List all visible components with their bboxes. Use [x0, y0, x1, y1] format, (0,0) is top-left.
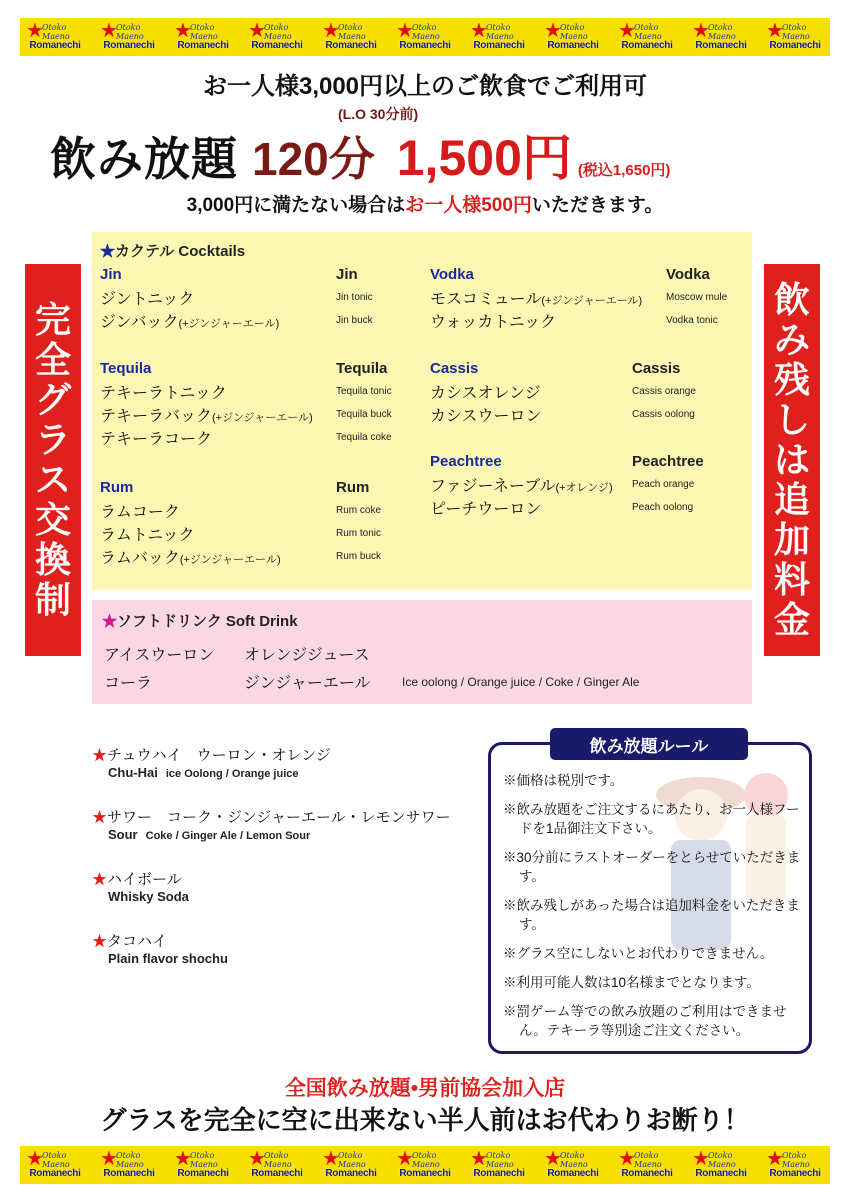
romanechi-logo: [766, 18, 824, 52]
star-icon: ★: [174, 18, 192, 42]
cocktail-group-english: [336, 266, 373, 332]
group-heading-english: Tequila: [336, 360, 388, 377]
cocktail-item: カシスオレンジ: [430, 385, 541, 402]
cocktail-item-english: Cassis orange: [632, 386, 696, 397]
group-heading-english: Jin: [336, 266, 358, 283]
cocktail-item-english: Rum coke: [336, 505, 382, 516]
banner-char: は: [773, 439, 810, 480]
rule-item: ※価格は税別です。: [503, 773, 624, 788]
romanechi-logo: [322, 18, 380, 52]
banner-char: 料: [773, 559, 810, 600]
star-icon: ★: [396, 18, 414, 42]
banner-char: 全: [34, 339, 71, 380]
plan-name: 飲み放題: [50, 133, 238, 185]
romanechi-logo: [248, 1146, 306, 1180]
logo-script: Otoko Maeno: [190, 23, 218, 41]
star-icon: ★: [92, 747, 108, 764]
cocktail-item: カシスウーロン: [430, 408, 542, 425]
cocktail-item: ピーチウーロン: [430, 501, 542, 518]
logo-word: Romanechi: [325, 40, 377, 51]
romanechi-logo: [100, 1146, 158, 1180]
group-heading-english: Rum: [336, 479, 370, 496]
soft-drink-item: アイスウーロン: [104, 647, 215, 664]
romanechi-logo: [322, 1146, 380, 1180]
plan-price: 1,500円: [396, 130, 572, 186]
rules-box: [488, 742, 812, 1054]
star-icon: ★: [92, 933, 108, 950]
cocktail-item: ラムトニック: [100, 527, 195, 544]
banner-char: し: [773, 399, 810, 440]
logo-word: Romanechi: [29, 1168, 81, 1179]
cocktail-group-rum: [100, 479, 281, 568]
sour-item: ★ハイボール Whisky Soda: [92, 871, 189, 904]
cocktail-item: テキーラバック(+ジンジャーエール): [100, 408, 313, 425]
banner-char: 完: [34, 299, 71, 340]
cocktail-item-english: Rum buck: [336, 551, 382, 562]
banner-char: 残: [773, 359, 810, 400]
star-icon: ★: [100, 1146, 118, 1170]
logo-word: Romanechi: [473, 40, 525, 51]
logo-word: Romanechi: [547, 1168, 599, 1179]
logo-script: Otoko Maeno: [42, 1151, 70, 1169]
star-icon: ★: [396, 1146, 414, 1170]
romanechi-logo: [396, 18, 454, 52]
logo-word: Romanechi: [547, 40, 599, 51]
group-heading: Rum: [100, 479, 134, 496]
star-icon: ★: [92, 809, 108, 826]
romanechi-logo: [26, 1146, 84, 1180]
logo-script: Otoko Maeno: [338, 1151, 366, 1169]
banner-char: ラ: [34, 419, 71, 460]
leftover-charge-banner: [764, 264, 820, 656]
logo-script: Otoko Maeno: [190, 1151, 218, 1169]
cocktail-item-english: Tequila tonic: [336, 386, 392, 397]
sour-item: ★サワー コーク・ジンジャーエール・レモンサワー Sour Coke / Ginger Ale / Lemon Sour: [92, 809, 451, 842]
rule-item: ※飲み残しがあった場合は追加料金をいただきます。: [503, 898, 800, 932]
romanechi-logo: [26, 18, 84, 52]
cocktail-item: ラムコーク: [100, 504, 180, 521]
cocktail-group-english: [632, 360, 696, 426]
romanechi-logo: [544, 1146, 602, 1180]
logo-word: Romanechi: [177, 1168, 229, 1179]
rule-item: ※グラス空にしないとお代わりできません。: [503, 946, 774, 961]
usage-condition: お一人様3,000円以上のご飲食でご利用可: [202, 73, 648, 100]
logo-word: Romanechi: [621, 40, 673, 51]
cocktail-item-english: Peach oolong: [632, 502, 694, 513]
logo-word: Romanechi: [695, 1168, 747, 1179]
romanechi-logo: [174, 1146, 232, 1180]
cocktail-item: ジンバック(+ジンジャーエール): [100, 314, 280, 331]
logo-script: Otoko Maeno: [634, 1151, 662, 1169]
banner-char: 加: [773, 519, 810, 560]
star-icon: ★: [248, 1146, 266, 1170]
star-icon: ★: [544, 18, 562, 42]
logo-script: Otoko Maeno: [708, 23, 736, 41]
romanechi-logo: [174, 18, 232, 52]
rule-item: ※30分前にラストオーダーをとらせていただきます。: [503, 850, 801, 884]
logo-script: Otoko Maeno: [634, 23, 662, 41]
logo-word: Romanechi: [621, 1168, 673, 1179]
logo-script: Otoko Maeno: [412, 1151, 440, 1169]
cocktail-item-english: Jin buck: [336, 315, 373, 326]
romanechi-logo: [618, 1146, 676, 1180]
headline: [50, 118, 671, 186]
group-heading-english: Vodka: [666, 266, 710, 283]
logo-word: Romanechi: [103, 40, 155, 51]
logo-word: Romanechi: [177, 40, 229, 51]
banner-char: 金: [773, 599, 810, 640]
logo-script: Otoko Maeno: [116, 23, 144, 41]
soft-drink-english: Ice oolong / Orange juice / Coke / Ginger Ale: [402, 675, 640, 689]
rules-title: 飲み放題ルール: [550, 728, 748, 760]
cocktail-item: ジントニック: [100, 291, 195, 308]
star-icon: ★: [92, 871, 108, 888]
cocktail-item-english: Peach orange: [632, 479, 695, 490]
romanechi-logo: [100, 18, 158, 52]
star-icon: ★: [248, 18, 266, 42]
group-heading-english: Cassis: [632, 360, 681, 377]
banner-char: グ: [34, 379, 71, 420]
cocktail-item: テキーラトニック: [100, 385, 227, 402]
romanechi-logo: [470, 1146, 528, 1180]
cocktail-item: ラムバック(+ジンジャーエール): [100, 550, 281, 567]
cocktail-item-english: Rum tonic: [336, 528, 382, 539]
logo-script: Otoko Maeno: [486, 1151, 514, 1169]
cocktail-item-english: Tequila buck: [336, 409, 392, 420]
logo-word: Romanechi: [251, 40, 303, 51]
rules-list: [503, 771, 803, 1050]
banner-char: 交: [34, 499, 71, 540]
logo-script: Otoko Maeno: [42, 23, 70, 41]
star-icon: ★: [322, 1146, 340, 1170]
association-note: 全国飲み放題•男前協会加入店: [284, 1077, 566, 1100]
star-icon: ★: [618, 18, 636, 42]
logo-script: Otoko Maeno: [338, 23, 366, 41]
logo-word: Romanechi: [399, 1168, 451, 1179]
logo-script: Otoko Maeno: [116, 1151, 144, 1169]
star-icon: ★: [692, 18, 710, 42]
star-icon: ★: [470, 18, 488, 42]
cocktail-group-english: [666, 266, 727, 332]
romanechi-logo: [470, 18, 528, 52]
cocktail-group-peachtree: [430, 453, 613, 519]
group-heading: Tequila: [100, 360, 152, 377]
logo-word: Romanechi: [769, 1168, 821, 1179]
cocktail-group-jin: [100, 266, 279, 332]
logo-word: Romanechi: [769, 40, 821, 51]
cocktails-title: ★カクテル Cocktails: [100, 243, 246, 260]
romanechi-logo: [766, 1146, 824, 1180]
star-icon: ★: [174, 1146, 192, 1170]
cocktail-item: テキーラコーク: [100, 431, 213, 448]
star-icon: ★: [26, 1146, 44, 1170]
star-icon: ★: [26, 18, 44, 42]
soft-drink-item: コーラ: [104, 675, 153, 692]
banner-char: 追: [773, 479, 810, 520]
glass-exchange-banner: [25, 264, 81, 656]
cocktail-item-english: Moscow mule: [666, 292, 728, 303]
romanechi-logo: [692, 1146, 750, 1180]
rule-item: ※罰ゲーム等での飲み放題のご利用はできません。テキーラ等別途ご注文ください。: [503, 1004, 787, 1038]
star-icon: ★: [470, 1146, 488, 1170]
banner-char: 飲: [773, 279, 810, 320]
star-icon: ★: [100, 18, 118, 42]
banner-char: 制: [34, 579, 71, 620]
romanechi-logo: [396, 1146, 454, 1180]
cocktail-group-english: [632, 453, 704, 519]
banner-char: ス: [34, 459, 71, 500]
logo-word: Romanechi: [399, 40, 451, 51]
bottom-logo-band: [20, 1146, 830, 1184]
cocktail-item-english: Cassis oolong: [632, 409, 695, 420]
romanechi-logo: [544, 18, 602, 52]
logo-script: Otoko Maeno: [708, 1151, 736, 1169]
rule-item: ※飲み放題をご注文するにあたり、お一人様フードを1品御注文下さい。: [503, 802, 800, 836]
minimum-note: 3,000円に満たない場合はお一人様500円いただきます。: [186, 195, 664, 216]
soft-drink-item: ジンジャーエール: [244, 675, 371, 692]
cocktail-item-english: Tequila coke: [336, 432, 392, 443]
star-icon: ★: [766, 18, 784, 42]
star-icon: ★: [692, 1146, 710, 1170]
cocktail-item: ウォッカトニック: [430, 314, 557, 331]
cocktail-group-vodka: [430, 266, 642, 332]
banner-char: み: [773, 319, 810, 360]
logo-word: Romanechi: [251, 1168, 303, 1179]
group-heading: Vodka: [430, 266, 474, 283]
group-heading: Cassis: [430, 360, 479, 377]
logo-script: Otoko Maeno: [782, 23, 810, 41]
last-order-note: (L.O 30分前): [338, 106, 419, 122]
soft-drink-title: ★ソフトドリンク Soft Drink: [102, 613, 298, 630]
cocktail-item-english: Jin tonic: [336, 292, 373, 303]
banner-char: 換: [34, 539, 71, 580]
sour-list: [92, 744, 451, 992]
cocktail-group-english: [336, 479, 381, 568]
logo-script: Otoko Maeno: [560, 1151, 588, 1169]
cocktails-section: [92, 232, 752, 590]
logo-word: Romanechi: [325, 1168, 377, 1179]
sour-item: ★チュウハイ ウーロン・オレンジ Chu-Hai ice Oolong / Orange juice: [92, 747, 331, 780]
cocktail-item: ファジーネーブル(+オレンジ): [430, 478, 613, 495]
star-icon: ★: [544, 1146, 562, 1170]
logo-script: Otoko Maeno: [412, 23, 440, 41]
star-icon: ★: [766, 1146, 784, 1170]
cocktail-group-tequila: [100, 360, 313, 449]
group-heading: Jin: [100, 266, 122, 283]
logo-script: Otoko Maeno: [264, 23, 292, 41]
romanechi-logo: [692, 18, 750, 52]
group-heading-english: Peachtree: [632, 453, 704, 470]
soft-drink-item: オレンジジュース: [244, 647, 370, 664]
logo-script: Otoko Maeno: [264, 1151, 292, 1169]
logo-word: Romanechi: [473, 1168, 525, 1179]
logo-word: Romanechi: [103, 1168, 155, 1179]
top-logo-band: [20, 18, 830, 56]
soft-drink-section: [92, 600, 752, 704]
logo-script: Otoko Maeno: [486, 23, 514, 41]
group-heading: Peachtree: [430, 453, 502, 470]
cocktail-item: モスコミュール(+ジンジャーエール): [430, 291, 643, 308]
romanechi-logo: [618, 18, 676, 52]
plan-price-tax: (税込1,650円): [577, 162, 671, 179]
logo-word: Romanechi: [695, 40, 747, 51]
star-icon: ★: [322, 18, 340, 42]
refill-rule-note: グラスを完全に空に出来ない半人前はお代わりお断り！: [100, 1105, 750, 1135]
rule-item: ※利用可能人数は10名様までとなります。: [503, 975, 760, 990]
cocktail-group-english: [336, 360, 392, 449]
logo-word: Romanechi: [29, 40, 81, 51]
cocktail-item-english: Vodka tonic: [666, 315, 718, 326]
logo-script: Otoko Maeno: [782, 1151, 810, 1169]
romanechi-logo: [248, 18, 306, 52]
plan-duration: 120分: [252, 133, 375, 185]
cocktail-group-cassis: [430, 360, 542, 426]
star-icon: ★: [618, 1146, 636, 1170]
sour-item: ★タコハイ Plain flavor shochu: [92, 933, 228, 966]
logo-script: Otoko Maeno: [560, 23, 588, 41]
